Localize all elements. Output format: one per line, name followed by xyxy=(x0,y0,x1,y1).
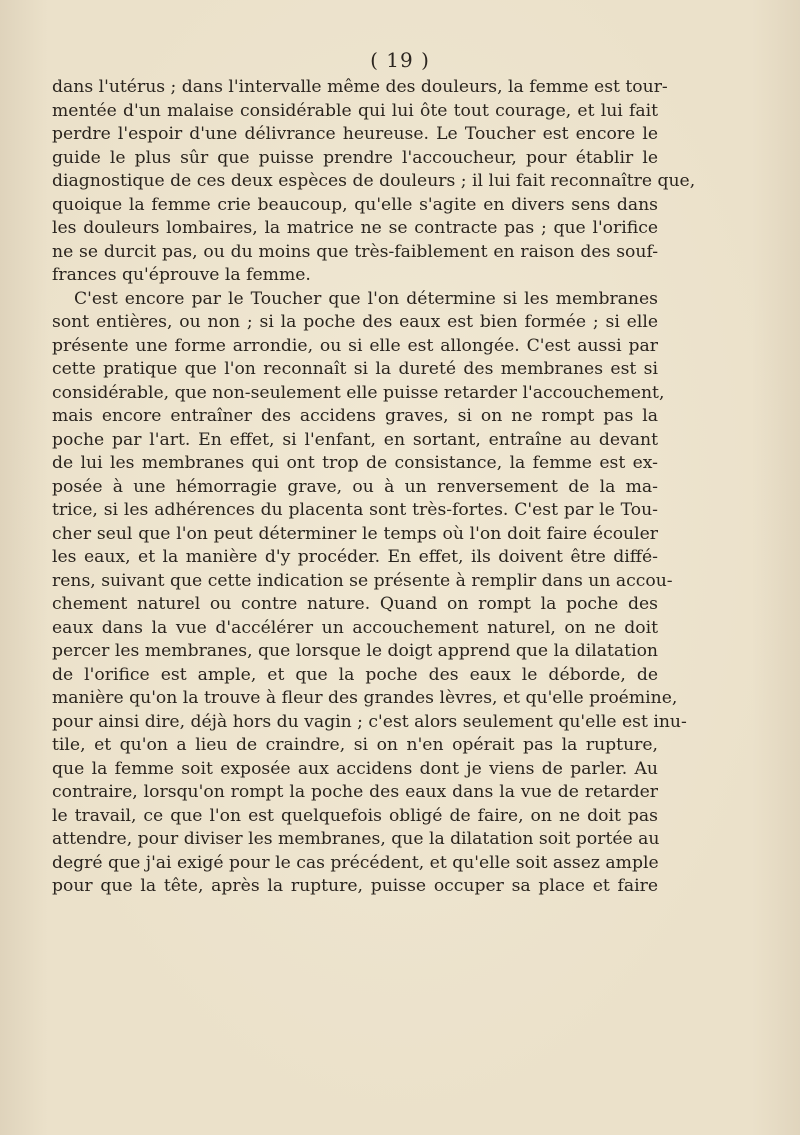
text-line: ne se durcit pas, ou du moins que très-faiblement en raison des souf- xyxy=(52,241,658,262)
text-line: mais encore entraîner des accidens graves, si on ne rompt pas la xyxy=(52,406,658,426)
text-line: mentée d'un malaise considérable qui lui ôte tout courage, et lui fait xyxy=(52,100,658,121)
text-line: degré que j'ai exigé pour le cas précédent, et qu'elle soit assez ample xyxy=(52,852,659,873)
text-line: chement naturel ou contre nature. Quand on rompt la poche des xyxy=(52,594,658,614)
text-line: manière qu'on la trouve à fleur des grandes lèvres, et qu'elle proémine, xyxy=(52,688,678,708)
body-text xyxy=(52,76,696,899)
text-line: considérable, que non-seulement elle puisse retarder l'accouchement, xyxy=(52,382,665,403)
page-number: ( 19 ) xyxy=(370,48,430,72)
text-line: tile, et qu'on a lieu de craindre, si on n'en opérait pas la rupture, xyxy=(52,735,658,755)
text-line: les eaux, et la manière d'y procéder. En effet, ils doivent être diffé- xyxy=(52,547,658,567)
text-line: les douleurs lombaires, la matrice ne se contracte pas ; que l'orifice xyxy=(52,218,658,238)
text-line: quoique la femme crie beaucoup, qu'elle s'agite en divers sens dans xyxy=(52,194,658,215)
text-line: eaux dans la vue d'accélérer un accouchement naturel, on ne doit xyxy=(52,617,658,638)
text-line: rens, suivant que cette indication se présente à remplir dans un accou- xyxy=(52,570,673,591)
text-line: cette pratique que l'on reconnaît si la dureté des membranes est si xyxy=(52,359,658,379)
text-line: poche par l'art. En effet, si l'enfant, en sortant, entraîne au devant xyxy=(52,429,658,450)
text-line: contraire, lorsqu'on rompt la poche des eaux dans la vue de retarder xyxy=(52,782,658,802)
text-line: de lui les membranes qui ont trop de consistance, la femme est ex- xyxy=(52,453,658,473)
text-line: pour ainsi dire, déjà hors du vagin ; c'est alors seulement qu'elle est inu- xyxy=(52,711,687,732)
text-line: présente une forme arrondie, ou si elle est allongée. C'est aussi par xyxy=(52,335,658,356)
text-line: percer les membranes, que lorsque le doigt apprend que la dilatation xyxy=(52,641,658,661)
text-line: guide le plus sûr que puisse prendre l'accoucheur, pour établir le xyxy=(52,147,658,168)
text-line: perdre l'espoir d'une délivrance heureuse. Le Toucher est encore le xyxy=(52,124,658,144)
text-line: trice, si les adhérences du placenta sont très-fortes. C'est par le Tou- xyxy=(52,500,658,520)
text-line: cher seul que l'on peut déterminer le temps où l'on doit faire écouler xyxy=(52,523,658,544)
text-line: de l'orifice est ample, et que la poche des eaux le déborde, de xyxy=(52,664,658,685)
text-line: attendre, pour diviser les membranes, que la dilatation soit portée au xyxy=(52,829,660,849)
text-line: le travail, ce que l'on est quelquefois obligé de faire, on ne doit pas xyxy=(52,805,658,826)
text-line: frances qu'éprouve la femme. xyxy=(52,265,311,285)
text-line: diagnostique de ces deux espèces de douleurs ; il lui fait reconnaître que, xyxy=(52,171,696,191)
text-line: dans l'utérus ; dans l'intervalle même des douleurs, la femme est tour- xyxy=(52,77,668,97)
text-line: que la femme soit exposée aux accidens dont je viens de parler. Au xyxy=(52,758,658,779)
text-line: posée à une hémorragie grave, ou à un renversement de la ma- xyxy=(52,476,658,497)
text-line: sont entières, ou non ; si la poche des eaux est bien formée ; si elle xyxy=(52,312,658,332)
text-line: pour que la tête, après la rupture, puisse occuper sa place et faire xyxy=(52,876,658,896)
text-line: C'est encore par le Toucher que l'on détermine si les membranes xyxy=(74,288,658,309)
